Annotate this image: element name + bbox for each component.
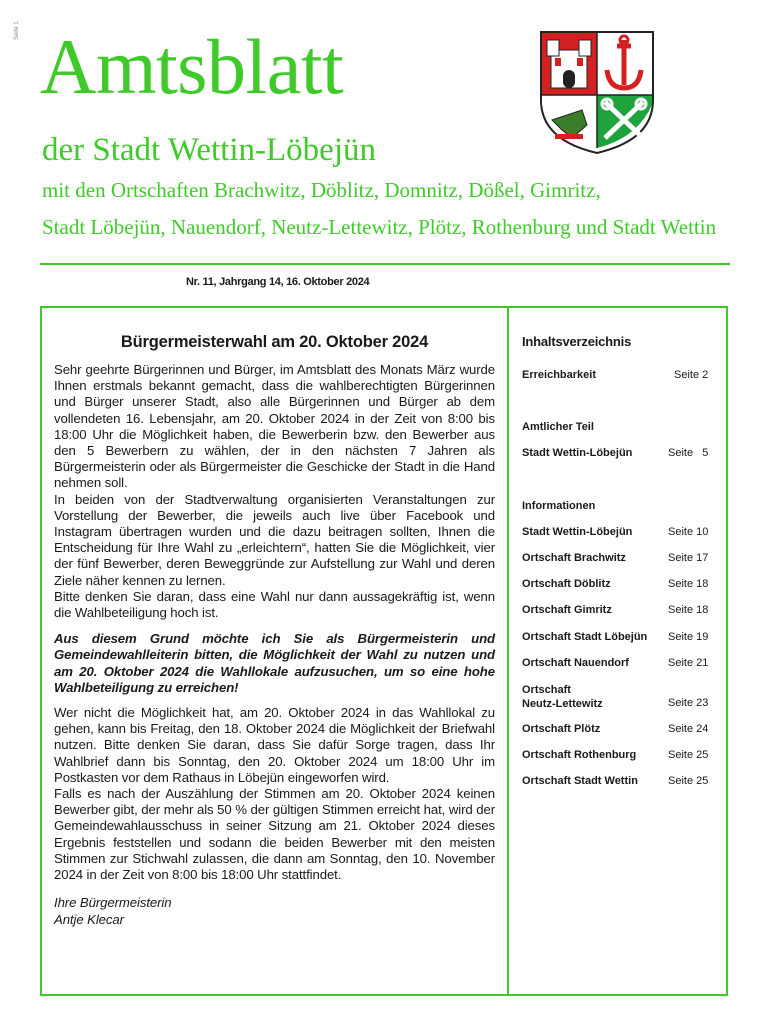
places-line-2: Stadt Löbejün, Nauendorf, Neutz-Lettewitz, Plötz, Rothenburg und Stadt Wettin — [42, 215, 717, 239]
newsletter-subtitle: der Stadt Wettin-Löbejün — [42, 132, 376, 168]
column-divider — [507, 306, 509, 996]
toc-entry-label — [522, 683, 603, 711]
toc-entry-page: Seite 17 — [668, 552, 709, 564]
toc-entry-page: Seite 21 — [668, 657, 709, 669]
signature — [54, 895, 495, 927]
toc-entry-label: Ortschaft Rothenburg — [522, 749, 637, 761]
newsletter-title: Amtsblatt — [40, 23, 344, 110]
coat-of-arms-icon — [537, 30, 657, 155]
toc-entry-label: Ortschaft Plötz — [522, 723, 601, 735]
article-paragraph: Sehr geehrte Bürgerinnen und Bürger, im Amtsblatt des Monats März wurde Ihnen erstmals bekannt gemacht, dass die wahlberechtigten Bürgerinnen und Bürger unserer Stadt, also alle Bürgerinnen und Bürger ab dem vollendeten 16. Lebensjahr, am 20. Oktober 2024 in der Zeit von 8:00 bis 18:00 Uhr die Möglichkeit haben, die Bewerberin bzw. den Bewerber aus den 5 Bewerbern zu wählen, der in den nächsten 7 Jahren als Bürgermeisterin oder als Bürgermeister die Geschicke der Stadt in die Hand nehmen soll. — [54, 362, 495, 491]
header-divider — [40, 263, 730, 265]
article — [54, 333, 495, 928]
toc-entry-label: Ortschaft Stadt Wettin — [522, 775, 638, 787]
toc-entry-page: Seite 25 — [668, 749, 709, 761]
article-paragraph: Falls es nach der Auszählung der Stimmen am 20. Oktober 2024 keinen Bewerber gibt, der mehr als 50 % der gültigen Stimmen erreicht hat, wird der Gemeindewahlausschuss in seiner Sitzung am 21. Oktober 2024 dieses Ergebnis feststellen und sodann die beiden Bewerber mit den meisten Stimmen zur Stichwahl zulassen, die dann am Sonntag, den 10. November 2024 in der Zeit von 8:00 bis 18:00 Uhr stattfindet. — [54, 786, 495, 883]
toc-entry-label: Ortschaft Brachwitz — [522, 552, 626, 564]
table-of-contents — [522, 334, 712, 787]
toc-entry-label-line2: Neutz-Lettewitz — [522, 698, 603, 710]
toc-entry-label: Ortschaft Gimritz — [522, 604, 612, 616]
places-line-1: mit den Ortschaften Brachwitz, Döblitz, Domnitz, Dößel, Gimritz, — [42, 178, 601, 202]
toc-section-informationen: Informationen — [522, 500, 596, 512]
toc-entry-label-line1: Ortschaft — [522, 684, 571, 696]
side-mark: Seite 1 — [14, 21, 20, 40]
toc-entry-label: Stadt Wettin-Löbejün — [522, 447, 633, 459]
toc-entry-page: Seite 18 — [668, 604, 709, 616]
toc-entry-page: Seite 25 — [668, 775, 709, 787]
toc-entry-page: Seite 18 — [668, 578, 709, 590]
toc-entry-page: Seite 19 — [668, 631, 709, 643]
article-emphasis: Aus diesem Grund möchte ich Sie als Bürgermeisterin und Gemeindewahlleiterin bitten, die Möglichkeit der Wahl zu nutzen und am 20. Oktober 2024 die Wahllokale aufzusuchen, um so eine hohe Wahlbeteiligung zu erreichen! — [54, 631, 495, 695]
signature-name: Antje Klecar — [54, 911, 124, 927]
toc-entry-page: Seite 10 — [668, 526, 709, 538]
signature-role: Ihre Bürgermeisterin — [54, 895, 172, 911]
toc-entry-label: Ortschaft Döblitz — [522, 578, 611, 590]
article-paragraph: Bitte denken Sie daran, dass eine Wahl nur dann aussagekräftig ist, wenn die Wahlbeteiligung hoch ist. — [54, 588, 495, 621]
toc-entry-label: Erreichbarkeit — [522, 369, 596, 381]
issue-line: Nr. 11, Jahrgang 14, 16. Oktober 2024 — [186, 276, 370, 288]
article-paragraph: Wer nicht die Möglichkeit hat, am 20. Oktober 2024 in das Wahllokal zu gehen, kann bis Freitag, den 18. Oktober 2024 die Möglichkeit der Briefwahl nutzen. Bitte denken Sie daran, dass Sie dafür Sorge tragen, dass Ihr Wahlbrief dann bis Sonntag, den 20. Oktober 2024 um 18:00 Uhr im Postkasten vor dem Rathaus in Löbejün eingeworfen wird. — [54, 705, 495, 785]
toc-section-amtlich: Amtlicher Teil — [522, 421, 594, 433]
toc-entry-label: Stadt Wettin-Löbejün — [522, 526, 633, 538]
toc-entry-page: Seite 5 — [668, 447, 709, 459]
toc-entry-label: Ortschaft Nauendorf — [522, 657, 629, 669]
toc-entry-page: Seite 23 — [668, 697, 709, 709]
toc-entry-page: Seite 2 — [674, 369, 709, 381]
toc-heading: Inhaltsverzeichnis — [522, 334, 632, 349]
article-title: Bürgermeisterwahl am 20. Oktober 2024 — [120, 333, 429, 351]
article-paragraph: In beiden von der Stadtverwaltung organisierten Veranstaltungen zur Vorstellung der Bewerber, die jeweils auch live über Facebook und Instagram übertragen wurden und die dazu beitragen sollten, Ihnen die Entscheidung für Ihre Wahl zu „erleichtern“, hatten Sie die Möglichkeit, vier der fünf Bewerber, deren Beweggründe zur Aufstellung zur Wahl und deren Ziele näher kennen zu lernen. — [54, 491, 495, 588]
toc-entry-page: Seite 24 — [668, 723, 709, 735]
toc-entry-label: Ortschaft Stadt Löbejün — [522, 631, 648, 643]
